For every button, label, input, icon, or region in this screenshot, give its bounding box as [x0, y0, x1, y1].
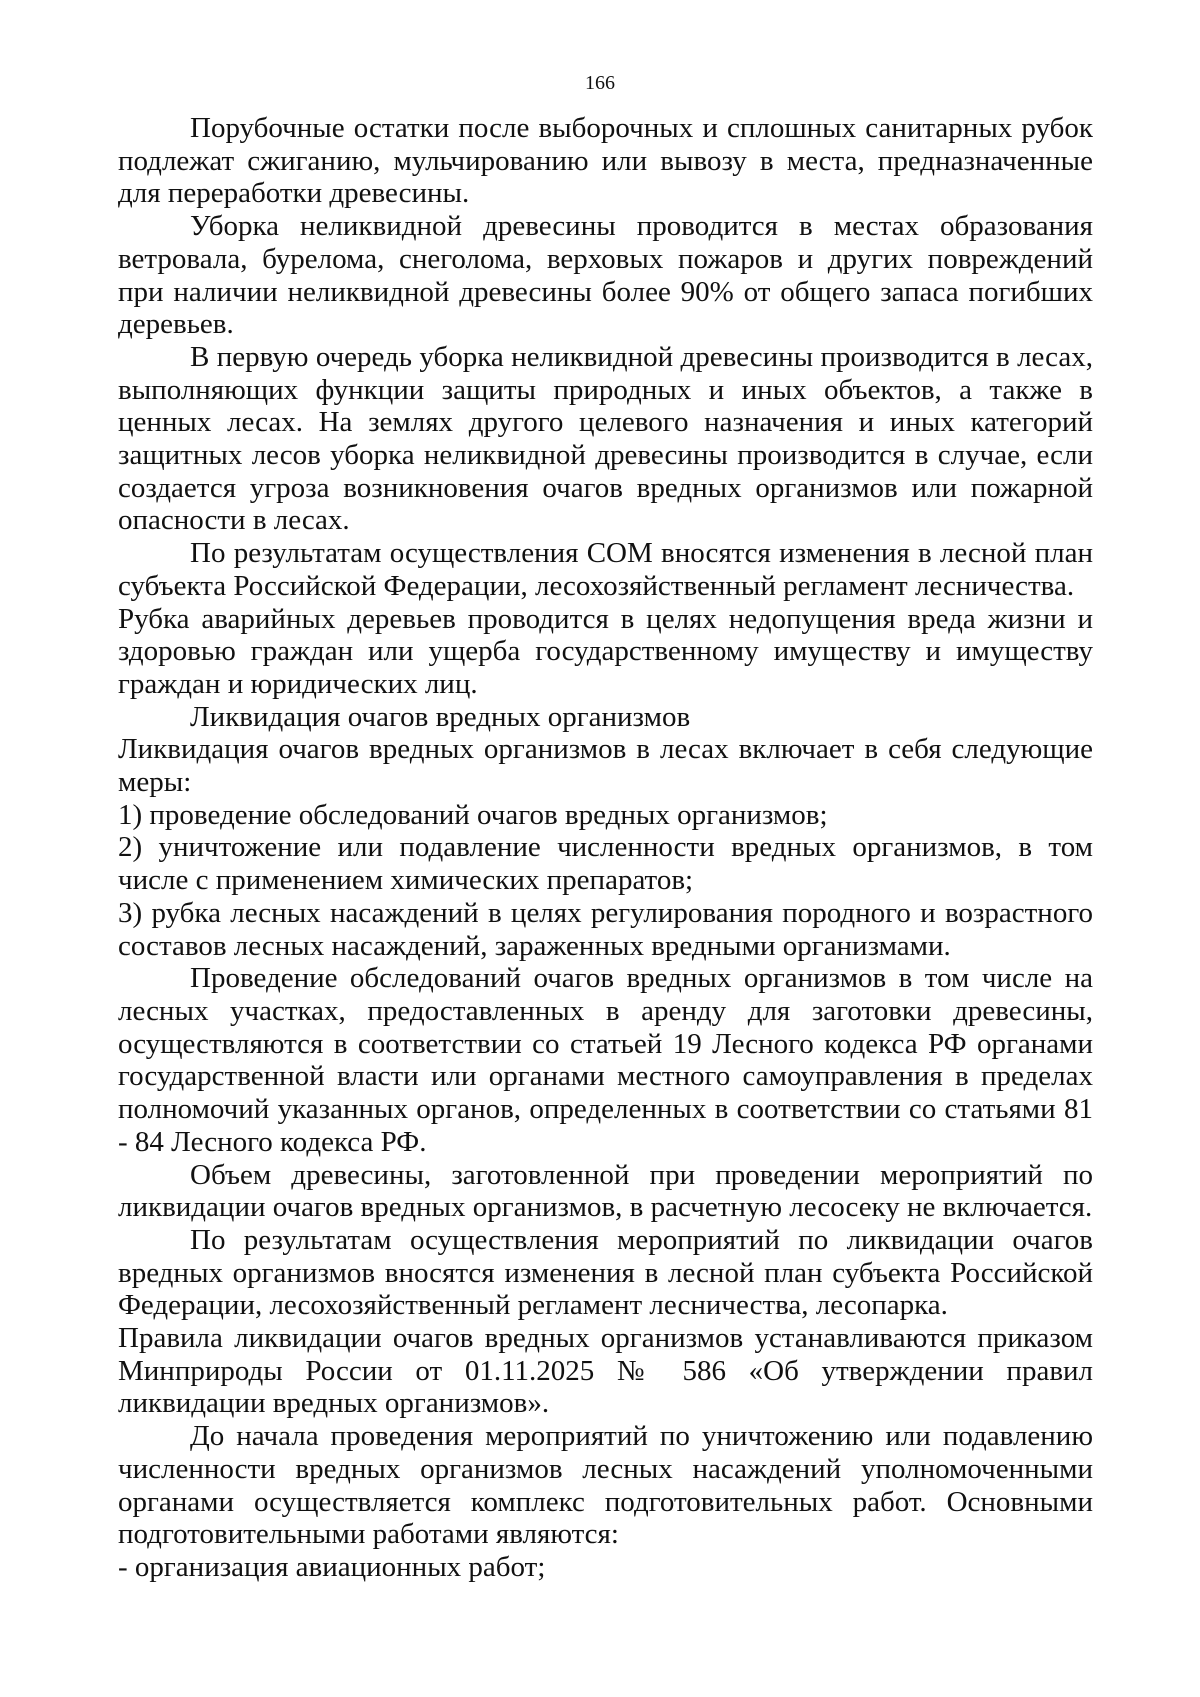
- paragraph-preparatory-works: До начала проведения мероприятий по уничтожению или подавлению численности вредных организмов лесных насаждений уполномоченными органами осуществляется комплекс подготовительных работ. Основными подготовительными работами являются:: [118, 1420, 1093, 1551]
- paragraph-som-changes: По результатам осуществления СОМ вносятся изменения в лесной план субъекта Российской Федерации, лесохозяйственный регламент лесничества.: [118, 537, 1093, 602]
- list-item-aviation: - организация авиационных работ;: [118, 1550, 546, 1583]
- paragraph-wood-volume: Объем древесины, заготовленной при проведении мероприятий по ликвидации очагов вредных организмов, в расчетную лесосеку не включается.: [118, 1158, 1093, 1224]
- list-item-1: 1) проведение обследований очагов вредных организмов;: [118, 798, 828, 831]
- paragraph-slash-residues: Порубочные остатки после выборочных и сплошных санитарных рубок подлежат сжиганию, мульчированию или вывозу в места, предназначенные для переработки древесины.: [118, 112, 1093, 210]
- page-number: 166: [585, 72, 615, 94]
- paragraph-dead-wood-cleanup: Уборка неликвидной древесины проводится в местах образования ветровала, бурелома, снеголома, верховых пожаров и других повреждений при наличии неликвидной древесины более 90% от общего запаса погибших деревьев.: [118, 210, 1093, 341]
- paragraph-surveys: Проведение обследований очагов вредных организмов в том числе на лесных участках, предоставленных в аренду для заготовки древесины, осуществляются в соответствии со статьей 19 Лесного кодекса РФ органами государственной власти или органами местного самоуправления в пределах полномочий указанных органов, определенных в соответствии со статьями 81 - 84 Лесного кодекса РФ.: [118, 962, 1093, 1158]
- paragraph-cleanup-priority: В первую очередь уборка неликвидной древесины производится в лесах, выполняющих функции защиты природных и иных объектов, а также в ценных лесах. На землях другого целевого назначения и иных категорий защитных лесов уборка неликвидной древесины производится в случае, если создается угроза возникновения очагов вредных организмов или пожарной опасности в лесах.: [118, 340, 1093, 537]
- paragraph-emergency-trees: Рубка аварийных деревьев проводится в целях недопущения вреда жизни и здоровью граждан или ущерба государственному имуществу и имуществу граждан и юридических лиц.: [118, 602, 1093, 700]
- paragraph-rules-order: Правила ликвидации очагов вредных организмов устанавливаются приказом Минприроды России от 01.11.2025 № 586 «Об утверждении правил ликвидации вредных организмов».: [118, 1322, 1093, 1420]
- list-item-3: 3) рубка лесных насаждений в целях регулирования породного и возрастного составов лесных насаждений, зараженных вредными организмами.: [118, 896, 1093, 962]
- paragraph-measures-intro: Ликвидация очагов вредных организмов в лесах включает в себя следующие меры:: [118, 733, 1093, 799]
- paragraph-plan-changes: По результатам осуществления мероприятий по ликвидации очагов вредных организмов вносятся изменения в лесной план субъекта Российской Федерации, лесохозяйственный регламент лесничества, лесопарка.: [118, 1223, 1093, 1322]
- section-heading-pest-liquidation: Ликвидация очагов вредных организмов: [190, 700, 691, 733]
- document-body: [118, 112, 1093, 1584]
- list-item-2: 2) уничтожение или подавление численности вредных организмов, в том числе с применением химических препаратов;: [118, 831, 1093, 897]
